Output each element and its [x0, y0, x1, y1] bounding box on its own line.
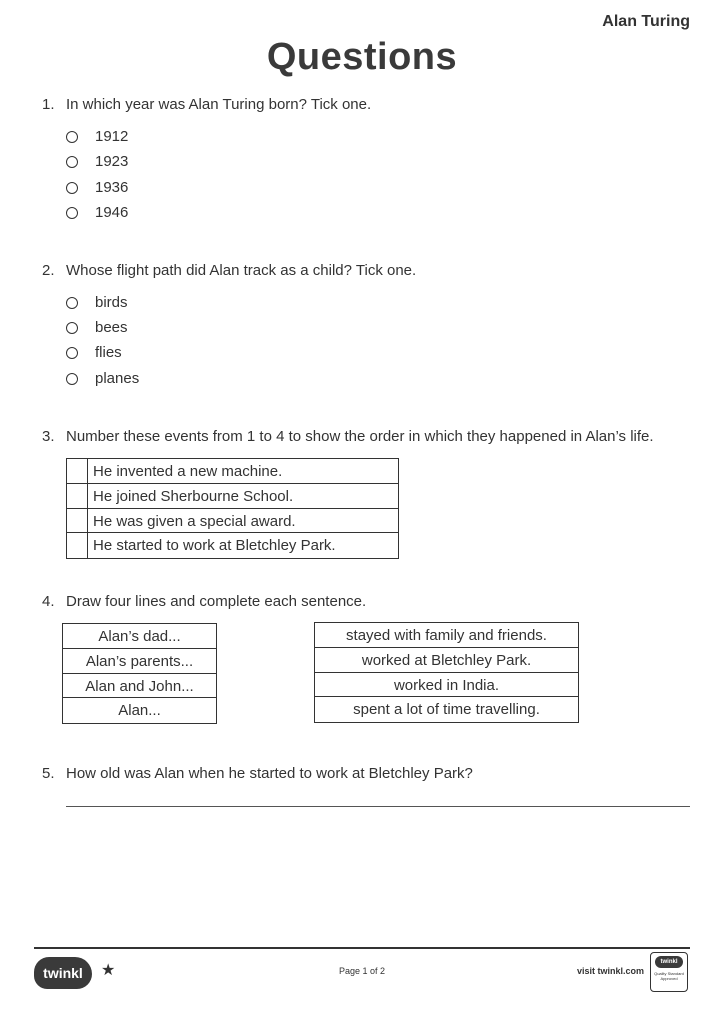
visit-link[interactable]: visit twinkl.com [576, 966, 644, 976]
question-4-number: 4. [42, 593, 55, 610]
q2-option[interactable] [66, 343, 122, 363]
q2-option-label: bees [95, 319, 128, 336]
q2-radio-flies[interactable] [66, 347, 78, 359]
q1-option-label: 1936 [95, 179, 129, 196]
question-1-text: In which year was Alan Turing born? Tick one. [66, 96, 372, 113]
question-2-text: Whose flight path did Alan track as a child? Tick one. [66, 262, 417, 279]
star-icon: ★ [101, 962, 116, 979]
q2-option-label: planes [95, 370, 140, 387]
sentence-starts-column [62, 623, 217, 724]
q1-option[interactable] [66, 152, 129, 172]
sentence-ending[interactable]: stayed with family and friends. [315, 623, 578, 648]
worksheet-topic: Alan Turing [602, 13, 690, 30]
q2-radio-planes[interactable] [66, 373, 78, 385]
sentence-start[interactable]: Alan... [118, 702, 161, 720]
q1-option[interactable] [66, 127, 129, 147]
q1-radio-1936[interactable] [66, 182, 78, 194]
badge-logo: twinkl [655, 956, 683, 968]
q1-option[interactable] [66, 178, 129, 198]
event-text: He joined Sherbourne School. [93, 487, 294, 505]
question-3-text: Number these events from 1 to 4 to show the order in which they happened in Alan’s life. [66, 428, 654, 445]
page-title: Questions [266, 36, 458, 78]
q2-option-label: flies [95, 344, 122, 361]
q1-option-label: 1912 [95, 128, 129, 145]
event-row [67, 533, 398, 558]
sentence-endings-column [314, 622, 579, 723]
sentence-ending[interactable]: worked at Bletchley Park. [315, 648, 578, 673]
q1-radio-1923[interactable] [66, 156, 78, 168]
question-5-number: 5. [42, 765, 55, 782]
q1-option-label: 1923 [95, 153, 129, 170]
q1-radio-1912[interactable] [66, 131, 78, 143]
order-number-box[interactable] [67, 509, 88, 533]
order-number-box[interactable] [67, 484, 88, 508]
event-text: He invented a new machine. [93, 463, 283, 480]
event-text: He was given a special award. [93, 512, 296, 530]
sentence-start[interactable]: Alan and John... [63, 674, 216, 699]
q2-option[interactable] [66, 293, 128, 313]
question-3-number: 3. [42, 428, 55, 445]
event-order-table [66, 458, 399, 559]
twinkl-logo: twinkl [34, 957, 92, 989]
question-4-text: Draw four lines and complete each sentence. [66, 593, 367, 610]
order-number-box[interactable] [67, 533, 88, 558]
q2-radio-bees[interactable] [66, 322, 78, 334]
page-number: Page 1 of 2 [338, 966, 386, 976]
event-row [67, 509, 398, 534]
event-row [67, 459, 398, 484]
order-number-box[interactable] [67, 459, 88, 483]
answer-line[interactable] [66, 806, 690, 807]
q2-radio-birds[interactable] [66, 297, 78, 309]
event-row [67, 484, 398, 509]
sentence-ending[interactable]: worked in India. [315, 673, 578, 698]
quality-badge [650, 952, 688, 992]
q2-option[interactable] [66, 318, 128, 338]
sentence-ending[interactable]: spent a lot of time travelling. [353, 701, 540, 719]
q1-radio-1946[interactable] [66, 207, 78, 219]
question-5-text: How old was Alan when he started to work at Bletchley Park? [66, 765, 473, 782]
q1-option-label: 1946 [95, 204, 129, 221]
badge-text: Quality Standard Approved [654, 971, 684, 981]
question-2-number: 2. [42, 262, 55, 279]
footer-divider [34, 947, 690, 949]
q2-option[interactable] [66, 369, 140, 389]
event-text: He started to work at Bletchley Park. [93, 537, 336, 555]
sentence-start[interactable]: Alan’s parents... [63, 649, 216, 674]
q2-option-label: birds [95, 294, 128, 311]
question-1-number: 1. [42, 96, 55, 113]
sentence-start[interactable]: Alan’s dad... [63, 624, 216, 649]
q1-option[interactable] [66, 203, 129, 223]
